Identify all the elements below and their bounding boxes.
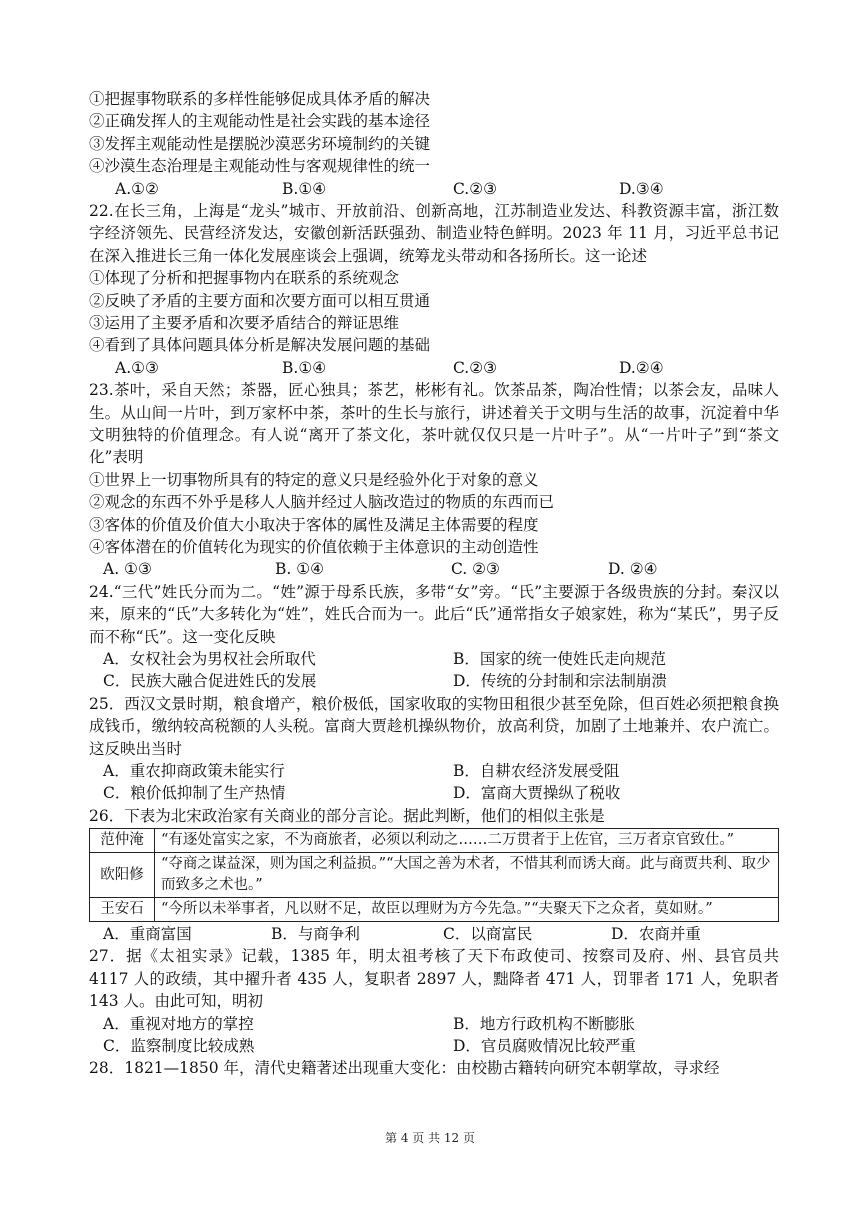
- q23-statement-1: ①世界上一切事物所具有的特定的意义只是经验外化于对象的意义: [89, 470, 539, 489]
- q27-option-b[interactable]: B．地方行政机构不断膨胀: [453, 1014, 635, 1033]
- q21-statement-2: ②正确发挥人的主观能动性是社会实践的基本途径: [89, 112, 431, 131]
- q24-option-a[interactable]: A．女权社会为男权社会所取代: [103, 649, 316, 668]
- q24-option-b[interactable]: B．国家的统一使姓氏走向规范: [453, 649, 666, 668]
- q28-block: [89, 1057, 779, 1079]
- q21-block: [89, 88, 779, 200]
- q23-option-d[interactable]: D. ②④: [608, 560, 658, 579]
- table-row: [90, 829, 779, 853]
- q26-option-a[interactable]: A．重商富国: [103, 925, 192, 944]
- q24-stem: 24.“三代”姓氏分而为二。“姓”源于母系氏族，多带“女”旁。“氏”主要源于各级贵族的分封。秦汉以来，原来的“氏”大多转化为“姓”，姓氏合而为一。此后“氏”通常指女子娘家姓，称为“某氏”，男子反而不称“氏”。这一变化反映: [89, 582, 779, 646]
- q26-option-c[interactable]: C．以商富民: [443, 925, 533, 944]
- q24-option-d[interactable]: D．传统的分封制和宗法制崩溃: [453, 672, 667, 691]
- q22-stem: 22.在长三角，上海是“龙头”城市、开放前沿、创新高地，江苏制造业发达、科教资源丰富，浙江数字经济领先、民营经济发达，安徽创新活跃强劲、制造业特色鲜明。2023 年 11 月，习近平总书记在深入推进长三角一体化发展座谈会上强调，统筹龙头带动和各扬所长。这一论述: [89, 201, 779, 265]
- table-cell-quote: “今所以未举事者，凡以财不足，故臣以理财为方今先急。”“夫聚天下之众者，莫如财。”: [155, 898, 779, 922]
- q25-option-a[interactable]: A．重农抑商政策未能实行: [103, 761, 285, 780]
- q23-option-b[interactable]: B. ①④: [275, 560, 325, 579]
- q27-option-a[interactable]: A．重视对地方的掌控: [103, 1014, 254, 1033]
- q23-statement-4: ④客体潜在的价值转化为现实的价值依赖于主体意识的主动创造性: [89, 537, 539, 556]
- q27-options-row-1: [89, 1013, 779, 1035]
- q27-option-d[interactable]: D．官员腐败情况比较严重: [453, 1037, 636, 1056]
- q22-statement-1: ①体现了分析和把握事物内在联系的系统观念: [89, 269, 400, 288]
- q26-block: [89, 805, 779, 946]
- q26-quote-table: [89, 828, 779, 922]
- table-cell-name: 范仲淹: [90, 829, 155, 853]
- q24-options-row-2: [89, 670, 779, 692]
- q22-block: [89, 200, 779, 379]
- q27-stem: 27．据《太祖实录》记载，1385 年，明太祖考核了天下布政使司、按察司及府、州、县官员共 4117 人的政绩，其中擢升者 435 人，复职者 2897 人，黜降者 471 人，罚罪者 171 人，免职者 143 人。由此可知，明初: [89, 947, 779, 1011]
- table-row: [90, 898, 779, 922]
- q27-options-row-2: [89, 1035, 779, 1057]
- q25-option-b[interactable]: B．自耕农经济发展受阻: [453, 761, 620, 780]
- q27-block: [89, 945, 779, 1057]
- q22-option-b[interactable]: B.①④: [282, 358, 327, 377]
- q23-options: [89, 558, 779, 580]
- q28-stem: 28．1821—1850 年，清代史籍著述出现重大变化：由校勘古籍转向研究本朝掌故，寻求经: [89, 1059, 720, 1078]
- q27-option-c[interactable]: C．监察制度比较成熟: [103, 1037, 255, 1056]
- exam-page: [89, 88, 779, 1080]
- table-row: [90, 853, 779, 898]
- q24-block: [89, 581, 779, 693]
- q21-option-a[interactable]: A.①②: [115, 179, 159, 198]
- q26-option-b[interactable]: B．与商争利: [271, 925, 360, 944]
- q26-option-d[interactable]: D．农商并重: [611, 925, 701, 944]
- q22-statement-3: ③运用了主要矛盾和次要矛盾结合的辩证思维: [89, 313, 400, 332]
- table-cell-name: 欧阳修: [90, 853, 155, 898]
- q21-option-c[interactable]: C.②③: [453, 179, 498, 198]
- q21-option-b[interactable]: B.①④: [282, 179, 327, 198]
- q21-statement-3: ③发挥主观能动性是摆脱沙漠恶劣环境制约的关键: [89, 134, 431, 153]
- q22-option-c[interactable]: C.②③: [453, 358, 498, 377]
- q21-statement-4: ④沙漠生态治理是主观能动性与客观规律性的统一: [89, 157, 431, 176]
- q23-stem: 23.茶叶，采自天然；茶器，匠心独具；茶艺，彬彬有礼。饮茶品茶，陶冶性情；以茶会友，品味人生。从山间一片叶，到万家杯中茶，茶叶的生长与旅行，讲述着关于文明与生活的故事，沉淀着中华文明独特的价值理念。有人说“离开了茶文化，茶叶就仅仅只是一片叶子”。从“一片叶子”到“茶文化”表明: [89, 381, 779, 467]
- q22-option-a[interactable]: A.①③: [115, 358, 159, 377]
- page-footer: 第 4 页 共 12 页: [385, 1131, 475, 1145]
- table-cell-quote: “夺商之谋益深，则为国之利益损。”“大国之善为术者，不惜其利而诱大商。此与商贾共利、取少而致多之术也。”: [155, 853, 779, 898]
- q26-stem: 26．下表为北宋政治家有关商业的部分言论。据此判断，他们的相似主张是: [89, 806, 605, 825]
- q23-statement-3: ③客体的价值及价值大小取决于客体的属性及满足主体需要的程度: [89, 515, 539, 534]
- q23-option-c[interactable]: C. ②③: [451, 560, 500, 579]
- q24-options-row-1: [89, 648, 779, 670]
- q22-option-d[interactable]: D.②④: [619, 358, 664, 377]
- table-cell-quote: “有逐处富实之家，不为商旅者，必须以利动之……二万贯者于上佐官，三万者京官致仕。”: [155, 829, 779, 853]
- q25-option-c[interactable]: C．粮价低抑制了生产热情: [103, 784, 286, 803]
- table-cell-name: 王安石: [90, 898, 155, 922]
- q22-statement-2: ②反映了矛盾的主要方面和次要方面可以相互贯通: [89, 291, 431, 310]
- q26-options: [89, 923, 779, 945]
- q25-option-d[interactable]: D．富商大贾操纵了税收: [453, 784, 621, 803]
- q25-options-row-2: [89, 782, 779, 804]
- q24-option-c[interactable]: C．民族大融合促进姓氏的发展: [103, 672, 317, 691]
- q23-option-a[interactable]: A. ①③: [103, 560, 152, 579]
- q22-statement-4: ④看到了具体问题具体分析是解决发展问题的基础: [89, 336, 431, 355]
- q23-block: [89, 379, 779, 581]
- q23-statement-2: ②观念的东西不外乎是移人人脑并经过人脑改造过的物质的东西而已: [89, 493, 555, 512]
- q25-block: [89, 693, 779, 805]
- q22-options: [89, 357, 779, 379]
- q25-options-row-1: [89, 760, 779, 782]
- q25-stem: 25．西汉文景时期，粮食增产，粮价极低，国家收取的实物田租很少甚至免除，但百姓必须把粮食换成钱币，缴纳较高税额的人头税。富商大贾趁机操纵物价，放高利贷，加剧了土地兼并、农户流亡。这反映出当时: [89, 694, 779, 758]
- q21-option-d[interactable]: D.③④: [619, 179, 664, 198]
- q21-options: [89, 178, 779, 200]
- q21-statement-1: ①把握事物联系的多样性能够促成具体矛盾的解决: [89, 90, 431, 108]
